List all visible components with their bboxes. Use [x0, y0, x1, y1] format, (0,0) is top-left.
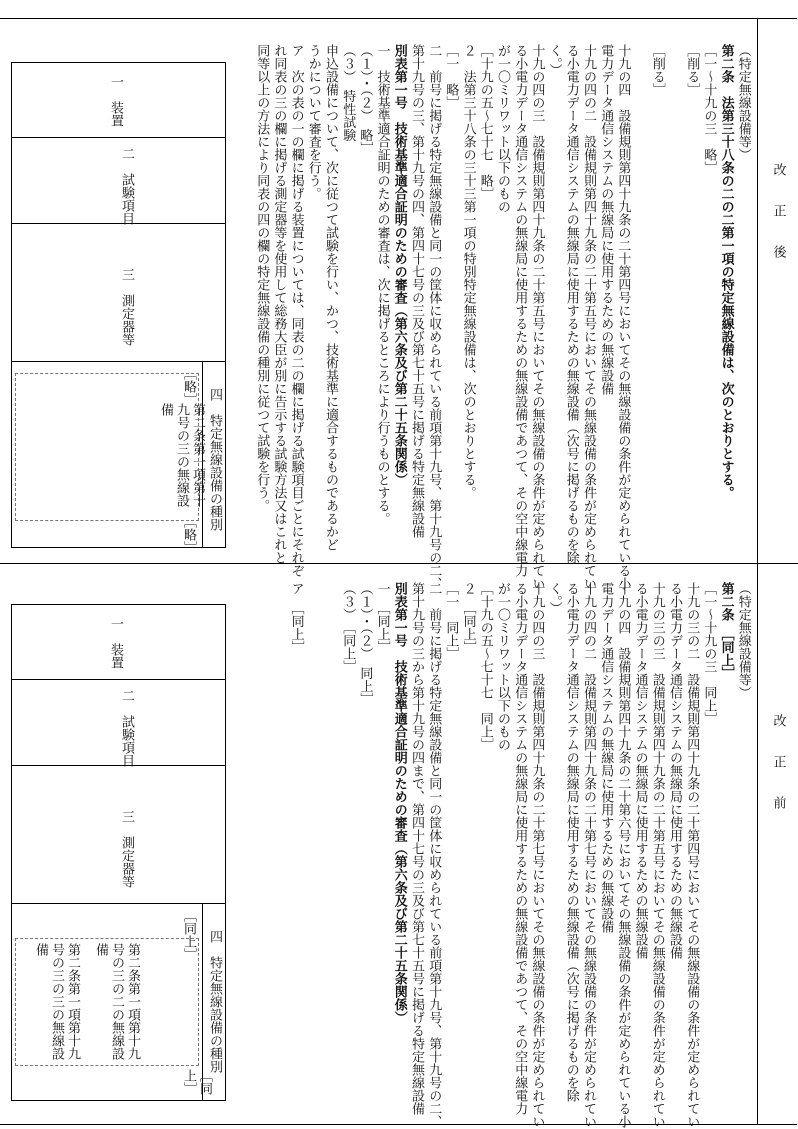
- top-line: 十九の四の三 設備規則第四十九条の二十第五号においてその無線設備の条件が定められてい: [529, 44, 545, 590]
- bottom-line: ２ ［同上］: [460, 582, 476, 654]
- bottom-line: 十九の四の三 設備規則第四十九条の二十第七号においてその無線設備の条件が定められてい: [529, 582, 545, 1128]
- bottom-line: 第十九号の三から第十九号の四まで、第四十七号の三及び第七十五号に掲げる特定無線設備: [409, 582, 424, 1115]
- top-line: （特定無線設備等）: [735, 44, 751, 161]
- before-table: [11, 604, 226, 1101]
- top-line: る小電力データ通信システムの無線局に使用するための無線設備であつて、その空中線電力: [512, 44, 528, 577]
- top-line: 別表第一号 技術基準適合証明のための審査（第六条及び第二十五条関係）: [391, 44, 407, 486]
- top-line: 十九の四 設備規則第四十九条の二十第四号においてその無線設備の条件が定められている小: [615, 44, 631, 590]
- bottom-line: （１）・（２） 同上］: [357, 582, 373, 706]
- bottom-line: く。）: [546, 582, 562, 615]
- top-line: うかについて審査を行う。: [305, 44, 321, 200]
- bottom-line: る小電力データ通信システムの無線局に使用するための無線設備（次号に掲げるものを除: [563, 582, 579, 1102]
- bottom-line: 二 前号に掲げる特定無線設備と同一の筐体に収められている前項第十九号、第十九号の二、: [426, 582, 442, 1128]
- top-line: ［削る］: [649, 44, 665, 96]
- bottom-line: （３） ［同上］: [340, 582, 356, 673]
- column-label-before: [757, 564, 798, 1125]
- top-line: 第二条 法第三十八条の二の二第一項の特定無線設備は、次のとおりとする。: [718, 44, 734, 499]
- top-line: （３） 特性試験: [340, 44, 356, 142]
- top-line: れ同表の三の欄に掲げる測定器等を使用して総務大臣が別に告示する試験方法又はこれと: [271, 44, 287, 564]
- bottom-line: 十九の四 設備規則第四十九条の二十第六号においてその無線設備の条件が定められている小: [615, 582, 631, 1128]
- before-table-row-equipment-a: 第二条第一項第十九号の三の二の無線設備: [93, 943, 140, 1060]
- bottom-line: る小電力データ通信システムの無線局に使用するための無線設備であつて、その空中線電力: [512, 582, 528, 1115]
- label-before-text: 改正前: [770, 714, 786, 837]
- bottom-line: ア ［同上］: [288, 582, 304, 654]
- top-line: 二 前号に掲げる特定無線設備と同一の筐体に収められている前項第十九号、第十九号の二、: [426, 44, 442, 590]
- top-line: （１）・（２） 略］: [357, 44, 373, 155]
- top-line: ア 次の表の一の欄に掲げる装置については、同表の二の欄に掲げる試験項目ごとにそれぞ: [288, 44, 304, 577]
- bottom-line: 十九の三の二 設備規則第四十九条の二十第四号においてその無線設備の条件が定められてい: [684, 582, 700, 1128]
- before-table-header-equipment-type: 四 特定無線設備の種別: [207, 930, 222, 1073]
- top-line: 十九の四の二 設備規則第四十九条の二十第五号においてその無線設備の条件が定められてい: [581, 44, 596, 590]
- before-table-row-equipment-b: 第二条第一項第十九号の三の三の無線設備: [33, 943, 80, 1060]
- before-table-row-same-1: ［同上］: [181, 909, 196, 961]
- top-line: る小電力データ通信システムの無線局に使用するための無線設備（次号に掲げるものを除: [563, 44, 579, 564]
- bottom-line: ［一 同上］: [443, 582, 459, 660]
- bottom-line: 電力データ通信システムの無線局に使用するための無線設備: [598, 582, 614, 933]
- top-line: 申込設備について、次に従つて試験を行い、かつ、技術基準に適合するものであるかど: [323, 44, 338, 551]
- bottom-line: が一〇ミリワット以下のもの: [495, 582, 510, 751]
- after-table-row-omitted-1: ［略］: [181, 367, 196, 406]
- after-table-row-equipment: 第二条第一項第十九号の三の無線設備: [158, 403, 205, 507]
- bottom-line: 十九の四の二 設備規則第四十九条の二十第七号においてその無線設備の条件が定められてい: [581, 582, 596, 1128]
- after-table-header-test-items: 二 試験項目: [119, 147, 134, 225]
- top-line: ［十九の五～七十七 略］: [477, 44, 493, 200]
- bottom-line: ［十九の五～七十七 同上］: [477, 582, 493, 751]
- top-line: 同等以上の方法により同表の四の欄の特定無線設備の種別に従つて試験を行う。: [254, 44, 270, 512]
- bottom-line: 第二条 ［同上］: [718, 582, 734, 680]
- after-table-header-instruments: 三 測定器等: [119, 268, 134, 346]
- top-line: く。）: [546, 44, 562, 77]
- top-line: ［一～十九の三 略］: [701, 44, 717, 174]
- bottom-line: 別表第一号 技術基準適合証明のための審査（第六条及び第二十五条関係）: [391, 582, 407, 1024]
- after-table-header-device: 一 装置: [108, 75, 123, 127]
- after-table-row-omitted-2: ［略］: [181, 515, 196, 554]
- bottom-line: ［一～十九の三 同上］: [701, 582, 717, 725]
- top-line: ［削る］: [684, 44, 700, 96]
- top-line: ［一 略］: [443, 44, 459, 109]
- before-table-header-device: 一 装置: [108, 617, 123, 669]
- before-table-header-test-items: 二 試験項目: [119, 689, 134, 767]
- section-divider: [0, 563, 798, 564]
- column-label-after: [757, 18, 798, 563]
- before-table-header-instruments: 三 測定器等: [119, 810, 134, 888]
- after-table-header-equipment-type: 四 特定無線設備の種別: [207, 388, 222, 531]
- after-table: [11, 62, 226, 554]
- bottom-line: （特定無線設備等）: [735, 582, 751, 699]
- bottom-line: る小電力データ通信システムの無線局に使用するための無線設備: [632, 582, 648, 959]
- bottom-line: る小電力データ通信システムの無線局に使用するための無線設備: [667, 582, 682, 959]
- bottom-line: 十九の三の三 設備規則第四十九条の二十第五号においてその無線設備の条件が定められてい: [649, 582, 665, 1128]
- top-line: 第十九号の三、第十九号の四、第四十七号の三及び第七十五号に掲げる特定無線設備: [409, 44, 424, 538]
- top-line: が一〇ミリワット以下のもの: [495, 44, 510, 213]
- before-table-row-same-2: ［同上］: [181, 1069, 212, 1095]
- top-line: 電力データ通信システムの無線局に使用するための無線設備: [598, 44, 614, 395]
- bottom-line: 一 ［同上］: [374, 582, 390, 654]
- label-after-text: 改正後: [770, 163, 786, 286]
- top-line: 一 技術基準適合証明のための審査は、次に掲げるところにより行うものとする。: [374, 44, 390, 525]
- top-line: ２ 法第三十八条の三十三第一項の特別特定無線設備は、次のとおりとする。: [460, 44, 476, 499]
